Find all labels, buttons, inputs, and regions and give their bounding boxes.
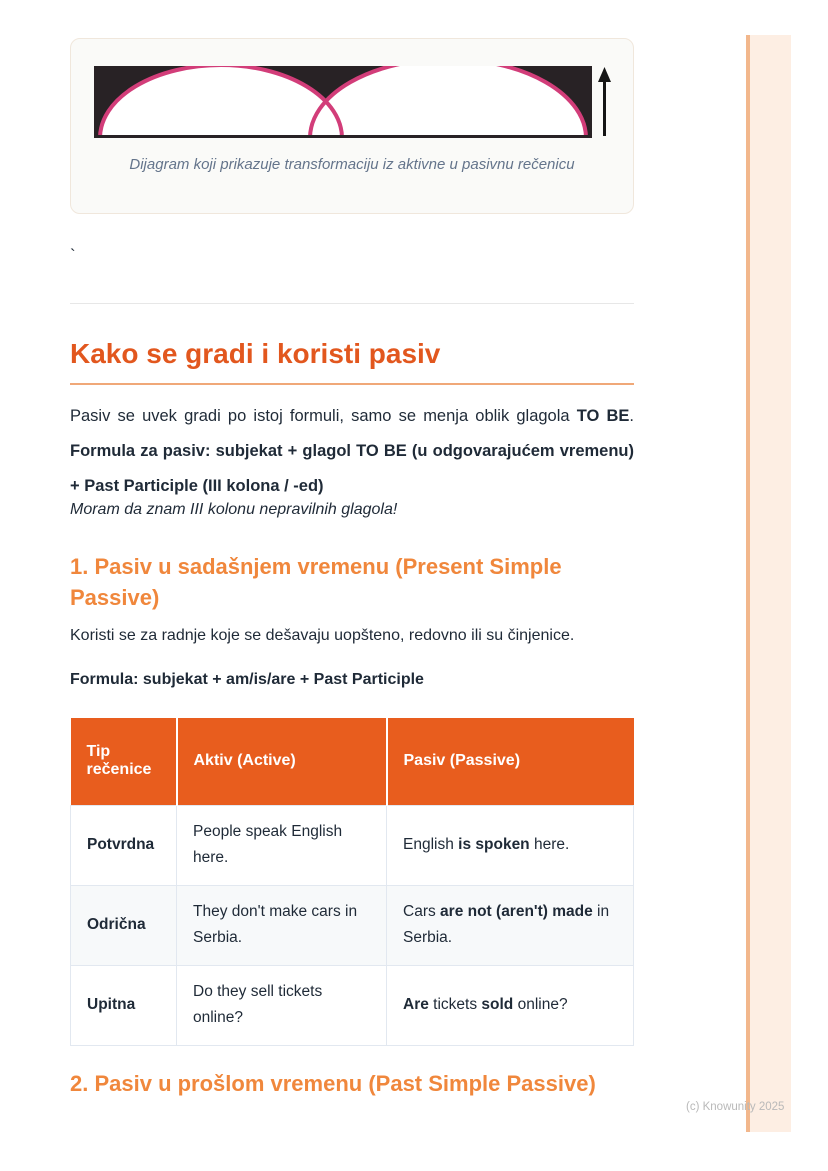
header-cell-aktiv: Aktiv (Active) [177,718,387,805]
section2-heading: 2. Pasiv u prošlom vremenu (Past Simple Passive) [70,1071,596,1096]
stray-backtick-text: ` [70,246,76,265]
row3-pasiv: Are tickets sold online? [387,965,634,1045]
italic-note: Moram da znam III kolonu nepravilnih glagola! [70,501,398,518]
table-header-row [71,718,634,805]
copyright-text: (c) Knowunity 2025 [686,1101,785,1113]
row3-aktiv: Do they sell tickets online? [177,965,387,1045]
table-row [71,885,634,965]
row2-tip: Odrična [71,885,177,965]
row1-aktiv: People speak English here. [177,805,387,885]
passive-examples-table [70,718,634,1046]
row1-pasiv: English is spoken here. [387,805,634,885]
table-row [71,805,634,885]
section1-heading: 1. Pasiv u sadašnjem vremenu (Present Simple Passive) [70,554,562,610]
row3-tip: Upitna [71,965,177,1045]
row2-pasiv: Cars are not (aren't) made in Serbia. [387,885,634,965]
right-margin-stripe [746,35,791,1132]
up-arrow-icon [598,67,611,136]
header-cell-tip: Tip rečenice [71,718,177,805]
page-title: Kako se gradi i koristi pasiv [70,337,634,385]
transformation-diagram-image [94,66,612,138]
section1-body: Koristi se za radnje koje se dešavaju uopšteno, redovno ili su činjenice. [70,627,575,644]
intro-paragraph: Pasiv se uvek gradi po istoj formuli, samo se menja oblik glagola TO BE. Formula za pasiv: subjekat + glagol TO BE (u odgovarajućem vremenu) + Past Participle (III kolona / -ed) [70,407,634,495]
section-divider [70,303,634,304]
header-cell-pasiv: Pasiv (Passive) [387,718,634,805]
row1-tip: Potvrdna [71,805,177,885]
table-row [71,965,634,1045]
figure-card [70,38,634,214]
figure-caption: Dijagram koji prikazuje transformaciju iz aktivne u pasivnu rečenicu [129,156,575,173]
section1-formula: Formula: subjekat + am/is/are + Past Participle [70,671,424,688]
row2-aktiv: They don't make cars in Serbia. [177,885,387,965]
